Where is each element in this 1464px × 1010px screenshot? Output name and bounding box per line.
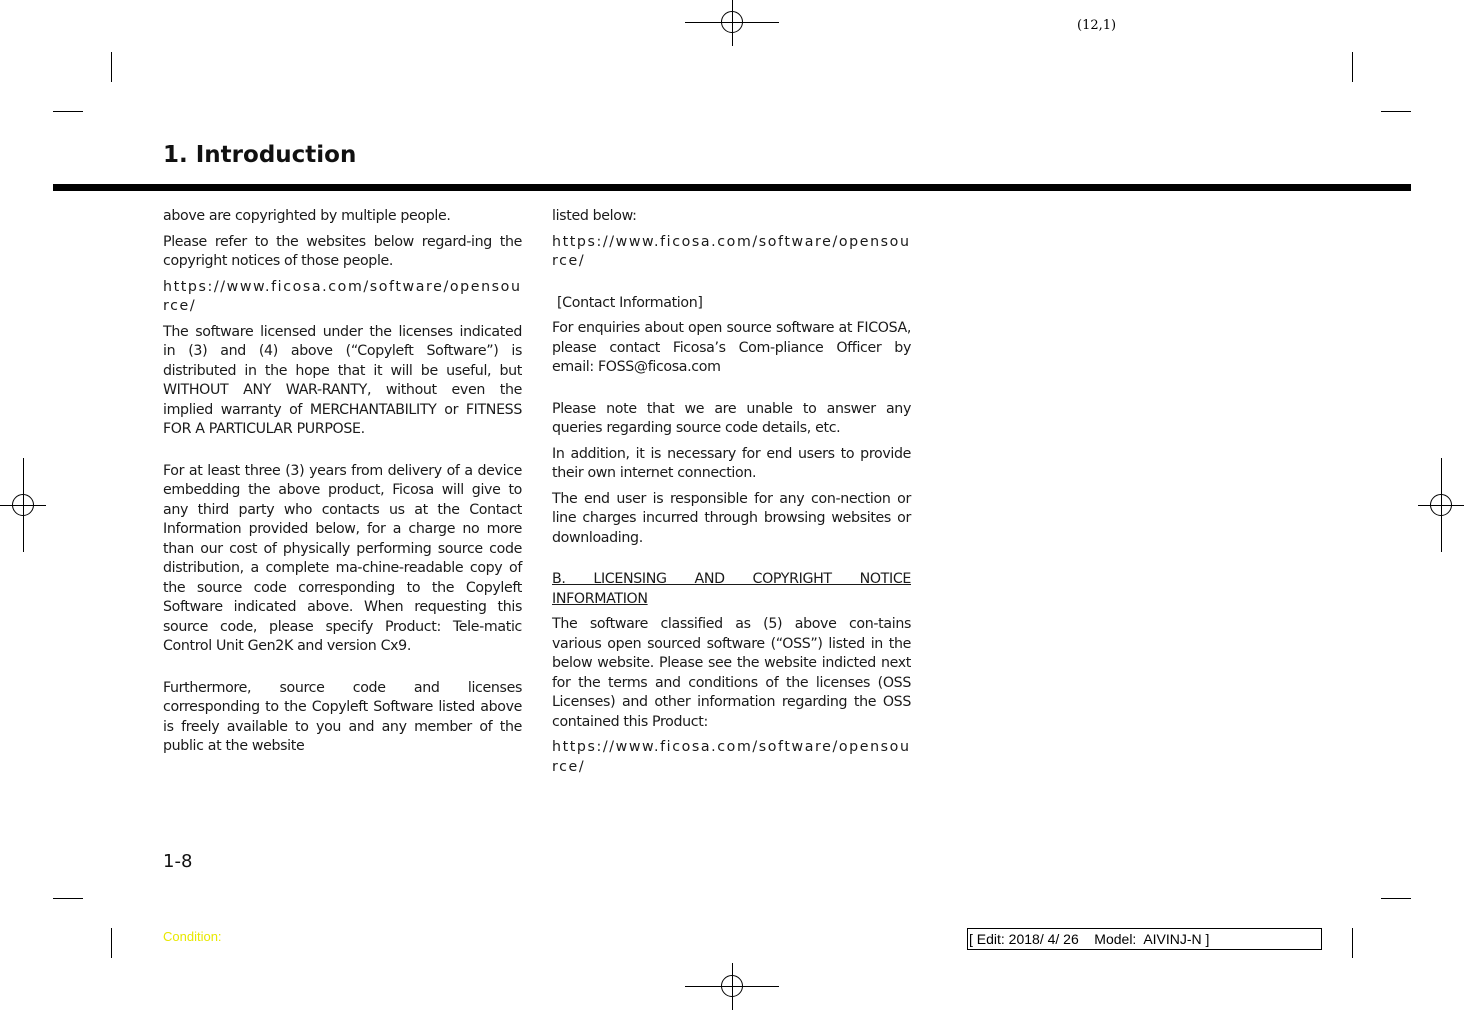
paragraph: Please refer to the websites below regard-ing the copyright notices of those people. [163, 233, 522, 269]
paragraph: listed below: [552, 208, 637, 224]
page-number: 1-8 [163, 851, 193, 872]
paragraph: The software licensed under the licenses indicated in (3) and (4) above (“Copyleft Software”) is distributed in the hope that it will be useful, but WITHOUT ANY WAR-RANTY, without even the implied warranty of MERCHANTABILITY or FITNESS FOR A PARTICULAR PURPOSE. [163, 323, 522, 437]
page-code: (12,1) [1077, 18, 1117, 33]
paragraph: In addition, it is necessary for end users to provide their own internet connection. [552, 445, 911, 481]
paragraph: The software classified as (5) above con-tains various open sourced software (“OSS”) listed in the below website. Please see the website indicted next for the terms and conditions of the licenses (OSS Licenses) and other information regarding the OSS contained this Product: [552, 616, 911, 730]
website-link[interactable]: https://www.ficosa.com/software/opensource/ [163, 278, 522, 314]
left-column [163, 207, 522, 763]
section-heading: B. LICENSING AND COPYRIGHT NOTICE INFORMATION [552, 571, 911, 607]
paragraph: Please note that we are unable to answer any queries regarding source code details, etc. [552, 400, 911, 436]
paragraph: The end user is responsible for any con-nection or line charges incurred through browsing websites or downloading. [552, 490, 911, 546]
right-column [552, 207, 911, 783]
condition-label: Condition: [163, 929, 222, 944]
edit-info-box: [ Edit: 2018/ 4/ 26 Model: AIVINJ-N ] [967, 928, 1322, 950]
paragraph: above are copyrighted by multiple people. [163, 208, 451, 224]
website-link[interactable]: https://www.ficosa.com/software/opensource/ [552, 739, 911, 775]
chapter-title: 1. Introduction [163, 142, 357, 168]
website-link[interactable]: https://www.ficosa.com/software/opensource/ [552, 233, 911, 269]
paragraph: For enquiries about open source software at FICOSA, please contact Ficosa’s Com-pliance Officer by email: FOSS@ficosa.com [552, 320, 911, 375]
paragraph: Furthermore, source code and licenses corresponding to the Copyleft Software listed above is freely available to you and any member of the public at the website [163, 679, 522, 754]
paragraph: For at least three (3) years from delivery of a device embedding the above product, Ficosa will give to any third party who contacts us at the Contact Information provided below, for a charge no more than our cost of physically performing source code distribution, a complete ma-chine-readable copy of the source code corresponding to the Copyleft Software indicated above. When requesting this source code, please specify Product: Tele-matic Control Unit Gen2K and version Cx9. [163, 462, 522, 654]
header-rule [53, 184, 1411, 191]
contact-heading: [Contact Information] [557, 294, 703, 311]
